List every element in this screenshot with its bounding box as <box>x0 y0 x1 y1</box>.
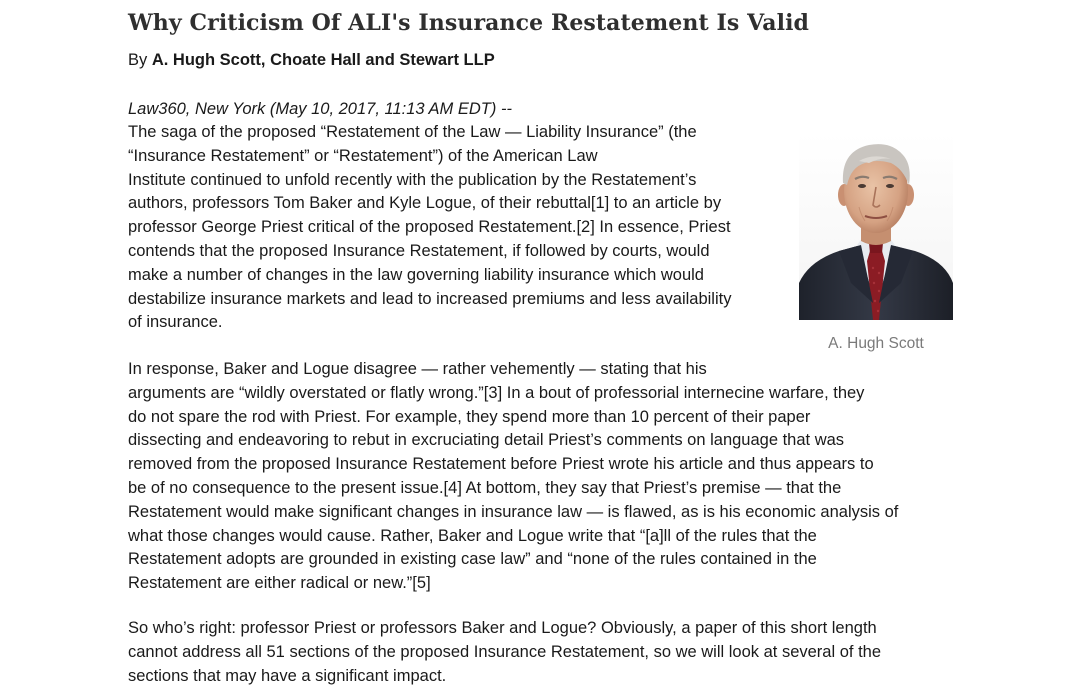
paragraph-line: dissecting and endeavoring to rebut in excruciating detail Priest’s comments on language that was <box>128 431 845 450</box>
paragraph-line: Institute continued to unfold recently with the publication by the Restatement’s <box>128 170 697 189</box>
paragraph-line: authors, professors Tom Baker and Kyle Logue, of their rebuttal[1] to an article by <box>128 194 722 213</box>
paragraph-1 <box>128 121 731 335</box>
paragraph-line: professor George Priest critical of the proposed Restatement.[2] In essence, Priest <box>128 218 731 237</box>
paragraph-line: arguments are “wildly overstated or flatly wrong.”[3] In a bout of professorial internecine warfare, they <box>128 383 865 402</box>
byline <box>128 49 495 71</box>
paragraph-line: cannot address all 51 sections of the proposed Insurance Restatement, so we will look at several of the <box>128 642 882 661</box>
paragraph-line: sections that may have a significant impact. <box>128 666 447 685</box>
paragraph-line: of insurance. <box>128 313 223 332</box>
paragraph-line: So who’s right: professor Priest or professors Baker and Logue? Obviously, a paper of this short length <box>128 619 877 637</box>
paragraph-line: Restatement would make significant changes in insurance law — is flawed, as is his economic analysis of <box>128 502 899 521</box>
author-photo <box>799 133 953 320</box>
paragraph-line: The saga of the proposed “Restatement of the Law — Liability Insurance” (the <box>128 123 697 141</box>
paragraph-line: what those changes would cause. Rather, Baker and Logue write that “[a]ll of the rules that the <box>128 526 817 545</box>
paragraph-line: destabilize insurance markets and lead to increased premiums and less availability <box>128 289 732 308</box>
byline-author: A. Hugh Scott, Choate Hall and Stewart LLP <box>151 51 495 69</box>
paragraph-line: be of no consequence to the present issue.[4] At bottom, they say that Priest’s premise — that the <box>128 478 842 497</box>
paragraph-2 <box>128 358 898 596</box>
paragraph-line: contends that the proposed Insurance Restatement, if followed by courts, would <box>128 241 710 260</box>
paragraph-line: removed from the proposed Insurance Restatement before Priest wrote his article and thus appears to <box>128 455 874 474</box>
paragraph-line: Restatement are either radical or new.”[5] <box>128 574 431 593</box>
paragraph-line: do not spare the rod with Priest. For example, they spend more than 10 percent of their paper <box>128 407 811 426</box>
paragraph-line: In response, Baker and Logue disagree — rather vehemently — stating that his <box>128 360 707 378</box>
paragraph-3 <box>128 617 881 688</box>
paragraph-line: make a number of changes in the law governing liability insurance which would <box>128 265 704 284</box>
dateline: Law360, New York (May 10, 2017, 11:13 AM EDT) -- <box>128 100 512 118</box>
byline-prefix: By <box>128 51 152 69</box>
paragraph-line: Restatement adopts are grounded in existing case law” and “none of the rules contained in the <box>128 550 817 569</box>
photo-caption: A. Hugh Scott <box>828 335 924 352</box>
article-title: Why Criticism Of ALI's Insurance Restatement Is Valid <box>128 10 810 36</box>
paragraph-line: “Insurance Restatement” or “Restatement”) of the American Law <box>128 146 598 165</box>
